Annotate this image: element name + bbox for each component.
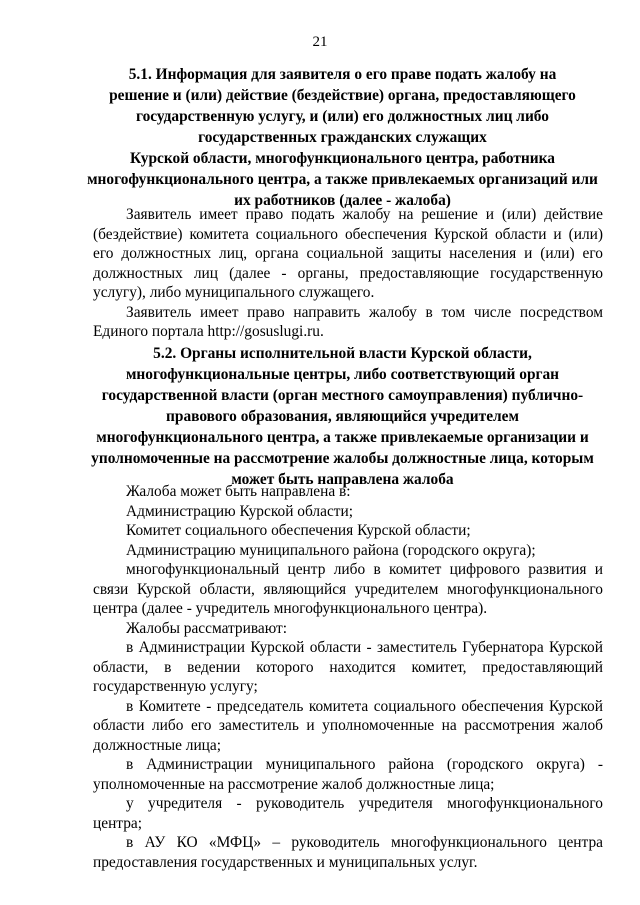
heading-line: уполномоченные на рассмотрение жалобы должностные лица, которым: [91, 450, 594, 467]
section-5-1-body: [93, 205, 603, 342]
heading-line: многофункционального центра, а также привлекаемых организаций или: [87, 171, 598, 188]
heading-line: государственных гражданских служащих: [198, 129, 487, 146]
heading-line: может быть направлена жалоба: [231, 471, 454, 488]
section-5-1-heading: [70, 64, 615, 211]
heading-line: многофункционального центра, а также привлекаемые организации и: [96, 429, 589, 446]
portal-paragraph: Заявитель имеет право направить жалобу в том числе посредством Единого портала http://gosuslugi.ru.: [93, 303, 603, 340]
heading-line: их работников (далее - жалоба): [234, 192, 451, 209]
recipient-item: многофункциональный центр либо в комитет цифрового развития и связи Курской области, являющийся учредителем многофункционального центра (далее - учредитель многофункционального центра).: [93, 561, 603, 617]
heading-line: государственную услугу, и (или) его должностных лиц либо: [135, 108, 549, 125]
heading-line: 5.2. Органы исполнительной власти Курской области,: [153, 345, 532, 362]
section-5-2-heading: [70, 343, 615, 490]
recipient-item: Администрацию Курской области;: [126, 502, 354, 520]
reviewers-intro: Жалобы рассматривают:: [126, 619, 288, 637]
heading-line: государственной власти (орган местного самоуправления) публично-: [101, 387, 584, 404]
reviewer-item: в АУ КО «МФЦ» – руководитель многофункционального центра предоставления государственных и муниципальных услуг.: [93, 834, 603, 871]
complaint-intro: Жалоба может быть направлена в:: [126, 483, 351, 500]
section-5-2-body: [93, 482, 603, 872]
recipient-item: Администрацию муниципального района (городского округа);: [126, 541, 536, 559]
recipient-item: Комитет социального обеспечения Курской области;: [126, 522, 471, 539]
page-number: 21: [312, 34, 328, 50]
reviewer-item: в Комитете - председатель комитета социального обеспечения Курской области либо его заместитель и уполномоченные на рассмотрения жалоб должностные лица;: [93, 697, 603, 754]
heading-line: 5.1. Информация для заявителя о его праве подать жалобу на: [128, 66, 557, 83]
heading-line: многофункциональные центры, либо соответствующий орган: [125, 366, 560, 383]
heading-line: решение и (или) действие (бездействие) органа, предоставляющего: [109, 87, 576, 104]
reviewer-item: в Администрации Курской области - заместитель Губернатора Курской области, в ведении которого находится комитет, предоставляющий государственную услугу;: [93, 639, 603, 695]
heading-line: Курской области, многофункционального центра, работника: [129, 150, 555, 167]
reviewer-item: в Администрации муниципального района (городского округа) - уполномоченные на рассмотрение жалоб должностные лица;: [93, 756, 603, 793]
right-to-complain-paragraph: Заявитель имеет право подать жалобу на решение и (или) действие (бездействие) комитета социального обеспечения Курской области и (или) его должностных лиц, органа социальной защиты населения и (или) его должностных лиц (далее - органы, предоставляющие государственную услугу), либо муниципального служащего.: [93, 206, 603, 301]
reviewer-item: у учредителя - руководитель учредителя многофункционального центра;: [93, 795, 603, 832]
heading-line: правового образования, являющийся учредителем: [166, 408, 519, 425]
